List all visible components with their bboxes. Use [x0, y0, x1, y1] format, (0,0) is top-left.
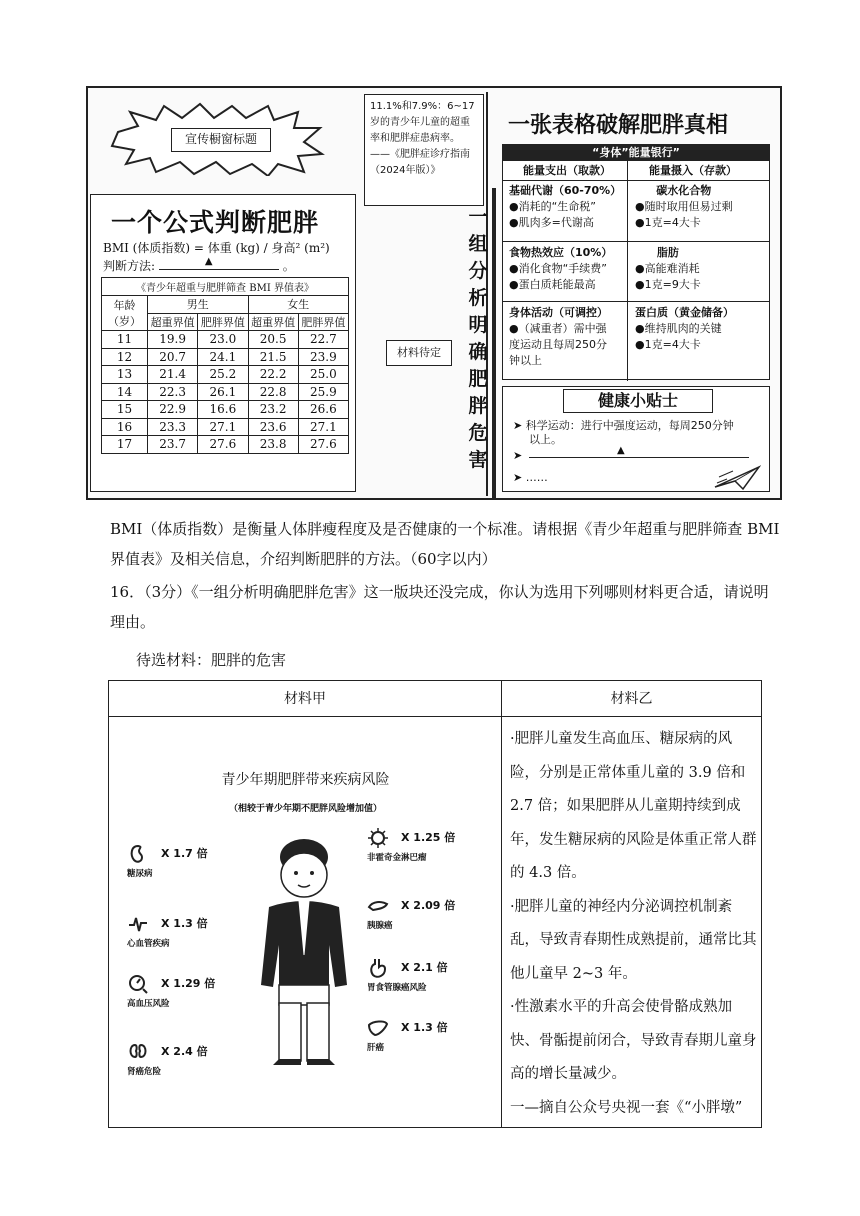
risk-multiplier: X 2.1 倍 — [401, 961, 448, 974]
cell-line: 钟以上 — [509, 354, 542, 367]
vertical-char: 析 — [468, 287, 488, 309]
vertical-section-title — [464, 204, 492, 474]
cell-male-over: 23.3 — [148, 418, 198, 436]
risk-label: 心血管疾病 — [127, 939, 170, 949]
cell-head: 食物热效应（10%） — [509, 246, 613, 259]
cell-male-obese: 24.1 — [198, 348, 248, 366]
cell-female-over: 22.2 — [248, 366, 298, 384]
kidney-icon — [127, 843, 149, 865]
materials-table — [108, 680, 762, 1128]
cell-female-obese: 26.6 — [298, 401, 348, 419]
vertical-char: 害 — [468, 449, 488, 471]
cell-age: 12 — [102, 348, 148, 366]
bmi-table — [101, 277, 349, 454]
liver-icon — [367, 1017, 389, 1039]
cell-female-over: 23.2 — [248, 401, 298, 419]
risk-title: 青少年期肥胖带来疾病风险 — [221, 772, 390, 788]
risk-multiplier: X 2.09 倍 — [401, 899, 456, 912]
cell-line: ●1克=4大卡 — [635, 216, 701, 229]
cell-age: 16 — [102, 418, 148, 436]
material-a-infographic — [109, 717, 502, 1127]
bank-cell-fat — [635, 245, 701, 293]
material-b-header: 材料乙 — [502, 681, 761, 717]
cell-male-over: 23.7 — [148, 436, 198, 454]
vertical-char: 危 — [468, 422, 488, 444]
cell-male-obese: 16.6 — [198, 401, 248, 419]
risk-multiplier: X 1.3 倍 — [161, 917, 208, 930]
risk-label: 非霍奇金淋巴瘤 — [367, 853, 427, 863]
cell-male-over: 21.4 — [148, 366, 198, 384]
cell-age: 15 — [102, 401, 148, 419]
tip-1-continued: 以上。 — [529, 433, 562, 446]
risk-subtitle: （相较于青少年期不肥胖风险增加值） — [228, 804, 382, 814]
table-row — [102, 366, 349, 384]
risk-label: 肾癌危险 — [127, 1067, 162, 1077]
pancreas-icon — [367, 895, 389, 917]
header-obese: 肥胖界值 — [298, 313, 348, 331]
bank-cell-protein — [635, 305, 734, 353]
cell-head: 蛋白质（黄金储备） — [635, 306, 734, 319]
cell-male-over: 20.7 — [148, 348, 198, 366]
cell-female-over: 20.5 — [248, 331, 298, 349]
cell-female-obese: 27.6 — [298, 436, 348, 454]
risk-multiplier: X 1.29 倍 — [161, 977, 216, 990]
bmi-formula: BMI (体质指数) = 体重 (kg) / 身高² (m²) — [103, 241, 330, 255]
formula-title: 一个公式判断肥胖 — [111, 208, 320, 237]
risk-multiplier: X 1.25 倍 — [401, 831, 456, 844]
question-text: BMI（体质指数）是衡量人体胖瘦程度及是否健康的一个标准。请根据《青少年超重与肥胖筛查 BMI — [110, 520, 780, 538]
col-out-header: 能量支出（取款） — [523, 164, 611, 177]
vertical-char: 肥 — [468, 368, 488, 390]
cell-female-obese: 25.9 — [298, 383, 348, 401]
energy-bank-table — [502, 144, 770, 380]
cell-line: ●消耗的“生命税” — [509, 200, 596, 213]
risk-item — [367, 895, 487, 935]
heartbeat-icon — [127, 913, 149, 935]
cell-female-obese: 25.0 — [298, 366, 348, 384]
formula-section — [90, 194, 356, 492]
cell-line: ●维持肌肉的关键 — [635, 322, 722, 335]
bank-cell-activity — [509, 305, 608, 369]
stomach-icon — [367, 957, 389, 979]
cell-female-obese: 23.9 — [298, 348, 348, 366]
cell-head: 基础代谢（60-70%） — [509, 184, 622, 197]
cell-male-over: 19.9 — [148, 331, 198, 349]
material-b-source: 一—摘自公众号央视一套《“小胖墩” — [510, 1099, 743, 1116]
vertical-char: 明 — [468, 314, 488, 336]
cell-line: ●（减重者）需中强 — [509, 322, 607, 335]
divider — [503, 180, 769, 181]
cell-female-over: 22.8 — [248, 383, 298, 401]
cell-age: 14 — [102, 383, 148, 401]
risk-label: 胰腺癌 — [367, 921, 393, 931]
table-row — [102, 383, 349, 401]
method-line — [103, 257, 295, 274]
triangle-marker-icon: ▲ — [617, 445, 625, 456]
paper-plane-icon — [713, 465, 761, 491]
risk-item — [127, 843, 247, 883]
cell-male-over: 22.9 — [148, 401, 198, 419]
cell-male-obese: 25.2 — [198, 366, 248, 384]
cell-line: ●蛋白质耗能最高 — [509, 278, 596, 291]
method-label: 判断方法: — [103, 259, 156, 273]
bank-header: “身体”能量银行” — [503, 145, 769, 161]
cell-line: ●肌肉多=代谢高 — [509, 216, 594, 229]
header-male: 男生 — [148, 296, 249, 314]
cell-line: ●1克=4大卡 — [635, 338, 701, 351]
cell-line: ●消化食物“手续费” — [509, 262, 607, 275]
blank-line — [529, 457, 749, 458]
cell-age: 13 — [102, 366, 148, 384]
risk-item — [367, 1017, 487, 1057]
risk-item — [127, 1041, 247, 1081]
cell-male-obese: 23.0 — [198, 331, 248, 349]
question-16: 16．（3分）《一组分析明确肥胖危害》这一版块还没完成，你认为选用下列哪则材料更合适，请说明 — [110, 583, 769, 601]
cell-line: ●1克=9大卡 — [635, 278, 701, 291]
header-overweight: 超重界值 — [248, 313, 298, 331]
health-tips-box — [502, 386, 770, 492]
cell-male-obese: 27.1 — [198, 418, 248, 436]
risk-item — [367, 827, 487, 867]
cell-line: 度运动且每周250分 — [509, 338, 607, 351]
material-b-paragraph: ·肥胖儿童的神经内分泌调控机制紊乱，导致青春期性成熟提前，通常比其他儿童早 2~3 年。 — [510, 898, 757, 982]
risk-label: 高血压风险 — [127, 999, 170, 1009]
cell-female-over: 23.8 — [248, 436, 298, 454]
table-caption: 《青少年超重与肥胖筛查 BMI 界值表》 — [102, 278, 349, 296]
cell-age: 11 — [102, 331, 148, 349]
cell-male-obese: 26.1 — [198, 383, 248, 401]
tip-2: ➤ — [513, 449, 523, 462]
question-16-continued: 理由。 — [110, 613, 156, 631]
risk-label: 肝癌 — [367, 1043, 385, 1053]
vertical-char: 分 — [468, 260, 488, 282]
tip-1: ➤ 科学运动：进行中强度运动，每周250分钟 — [513, 419, 734, 432]
pending-material-box: 材料待定 — [386, 340, 452, 366]
right-column — [498, 92, 778, 496]
method-tail: 。 — [282, 259, 295, 273]
header-age: 年龄（岁） — [102, 296, 148, 331]
material-b-paragraph: ·肥胖儿童发生高血压、糖尿病的风险，分别是正常体重儿童的 3.9 倍和 2.7 倍；如果肥胖从儿童期持续到成年，发生糖尿病的风险是体重正常人群的 4.3 倍。 — [510, 731, 757, 881]
cell-female-over: 21.5 — [248, 348, 298, 366]
divider — [627, 161, 628, 381]
material-b-text — [502, 717, 761, 1127]
cell-female-obese: 22.7 — [298, 331, 348, 349]
bank-cell-carb — [635, 183, 733, 231]
banner-title: 宣传橱窗标题 — [171, 128, 271, 152]
vertical-char: 组 — [468, 233, 488, 255]
candidate-label: 待选材料：肥胖的危害 — [136, 651, 287, 669]
cell-female-obese: 27.1 — [298, 418, 348, 436]
poster-image — [86, 86, 782, 500]
divider — [503, 241, 769, 242]
divider — [503, 301, 769, 302]
triangle-marker-icon: ▲ — [204, 256, 213, 267]
right-title: 一张表格破解肥胖真相 — [508, 113, 729, 138]
kidneys-icon — [127, 1041, 149, 1063]
table-row — [102, 401, 349, 419]
cell-line: ●高能难消耗 — [635, 262, 700, 275]
vertical-char: 一 — [468, 206, 488, 228]
material-b-paragraph: ·性激素水平的升高会使骨骼成熟加快、骨骺提前闭合，导致青春期儿童身高的增长量减少。 — [510, 999, 757, 1082]
header-obese: 肥胖界值 — [198, 313, 248, 331]
column-divider — [492, 188, 496, 498]
tips-title: 健康小贴士 — [563, 389, 713, 413]
blood-pressure-icon — [127, 973, 149, 995]
cell-line: ●随时取用但易过剩 — [635, 200, 733, 213]
cell-age: 17 — [102, 436, 148, 454]
statistic-quote: 11.1%和7.9%：6~17岁的青少年儿童的超重率和肥胖症患病率。——《肥胖症诊疗指南（2024年版）》 — [364, 94, 484, 206]
risk-label: 糖尿病 — [127, 869, 153, 879]
cell-female-over: 23.6 — [248, 418, 298, 436]
method-blank — [159, 256, 279, 270]
cell-head: 脂肪 — [656, 246, 679, 259]
cell-male-obese: 27.6 — [198, 436, 248, 454]
table-row — [102, 331, 349, 349]
cell-male-over: 22.3 — [148, 383, 198, 401]
table-row — [102, 348, 349, 366]
virus-icon — [367, 827, 389, 849]
risk-item — [367, 957, 487, 997]
table-row — [102, 418, 349, 436]
bank-cell-basal — [509, 183, 621, 231]
risk-multiplier: X 2.4 倍 — [161, 1045, 208, 1058]
vertical-char: 确 — [468, 341, 488, 363]
risk-multiplier: X 1.3 倍 — [401, 1021, 448, 1034]
material-a-header: 材料甲 — [109, 681, 502, 717]
risk-label: 胃食管腺癌风险 — [367, 983, 427, 993]
risk-item — [127, 973, 247, 1013]
bank-cell-thermic — [509, 245, 612, 293]
vertical-char: 胖 — [468, 395, 488, 417]
cell-head: 碳水化合物 — [656, 184, 712, 197]
col-in-header: 能量摄入（存款） — [649, 164, 737, 177]
tip-3: ➤ …… — [513, 471, 548, 484]
header-overweight: 超重界值 — [148, 313, 198, 331]
risk-multiplier: X 1.7 倍 — [161, 847, 208, 860]
question-text: 界值表》及相关信息，介绍判断肥胖的方法。（60字以内） — [110, 550, 497, 568]
table-row — [102, 436, 349, 454]
header-female: 女生 — [248, 296, 349, 314]
risk-item — [127, 913, 247, 953]
cell-head: 身体活动（可调控） — [509, 306, 608, 319]
boy-illustration — [249, 835, 359, 1075]
